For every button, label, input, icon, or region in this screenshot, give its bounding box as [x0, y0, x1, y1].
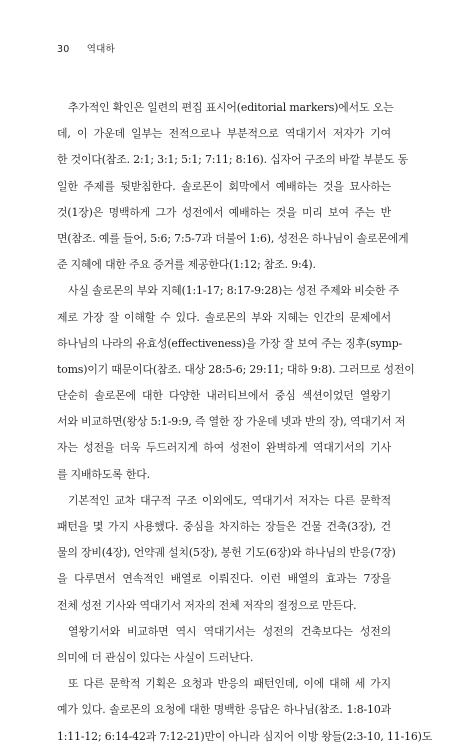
text-line: 준 지혜에 대한 주요 증거를 제공한다(1:12; 참조. 9:4). [57, 258, 316, 272]
text-line: 추가적인 확인은 일련의 편집 표시어(editorial markers)에서도 오는 [68, 101, 394, 114]
running-title: 역대하 [86, 44, 115, 55]
text-line: 단순히 솔로몬에 대한 다양한 내러티브에서 중심 섹션이었던 열왕기 [57, 389, 391, 403]
text-line: 서와 비교하면(왕상 5:1-9:9, 즉 열한 장 가운데 넷과 반의 장), 역대기서 저 [57, 415, 406, 429]
text-line: toms)이기 때문이다(참조. 대상 28:5-6; 29:11; 대하 9:8). 그러므로 성전이 [57, 362, 415, 376]
text-line: 데, 이 가운데 일부는 전적으로나 부분적으로 역대기서 저자가 기여 [57, 127, 391, 141]
text-line: 전체 성전 기사와 역대기서 저자의 전체 저작의 절정으로 만든다. [57, 598, 357, 612]
running-header [57, 41, 115, 55]
text-line: 것(1장)은 명백하게 그가 성전에서 예배하는 것을 미리 보여 주는 반 [57, 205, 391, 219]
text-line: 일한 주제를 뒷받침한다. 솔로몬이 회막에서 예배하는 것을 묘사하는 [57, 179, 391, 193]
text-line: 물의 장비(4장), 언약궤 설치(5장), 봉헌 기도(6장)와 하나님의 반응(7장) [57, 546, 396, 560]
text-line: 예가 있다. 솔로몬의 요청에 대한 명백한 응답은 하나님(참조. 1:8-10과 [57, 703, 391, 717]
text-line: 하나님의 나라의 유효성(effectiveness)을 가장 잘 보여 주는 징후(symp- [57, 336, 403, 350]
text-line: 을 다루면서 연속적인 배열로 이뤄진다. 이런 배열의 효과는 7장을 [57, 572, 391, 586]
page-number: 30 [57, 44, 70, 55]
text-line: 면(참조. 예를 들어, 5:6; 7:5-7과 더불어 1:6), 성전은 하나님이 솔로몬에게 [57, 231, 409, 245]
body-text [57, 95, 433, 750]
text-line: 또 다른 문학적 기획은 요청과 반응의 패턴인데, 이에 대해 세 가지 [68, 677, 391, 691]
text-line: 기본적인 교차 대구적 구조 이외에도, 역대기서 저자는 다른 문학적 [68, 493, 391, 507]
text-line: 열왕기서와 비교하면 역시 역대기서는 성전의 건축보다는 성전의 [68, 624, 391, 638]
text-line: 자는 성전을 더욱 두드러지게 하여 성전이 완벽하게 역대기서의 기사 [57, 441, 391, 455]
text-line: 사실 솔로몬의 부와 지혜(1:1-17; 8:17-9:28)는 성전 주제와 비슷한 주 [68, 284, 400, 298]
text-line: 제로 가장 잘 이해할 수 있다. 솔로몬의 부와 지혜는 인간의 문제에서 [57, 310, 391, 324]
text-line: 한 것이다(참조. 2:1; 3:1; 5:1; 7:11; 8:16). 십자어 구조의 바깥 부분도 동 [57, 153, 408, 167]
text-line: 를 지배하도록 한다. [57, 467, 150, 481]
text-line: 1:11-12; 6:14-42과 7:12-21)만이 아니라 심지어 이방 왕들(2:3-10, 11-16)도 [57, 729, 433, 743]
text-line: 패턴을 몇 가지 사용했다. 중심을 차지하는 장들은 건물 건축(3장), 건 [57, 520, 391, 533]
text-line: 의미에 더 관심이 있다는 사실이 드러난다. [57, 650, 254, 664]
